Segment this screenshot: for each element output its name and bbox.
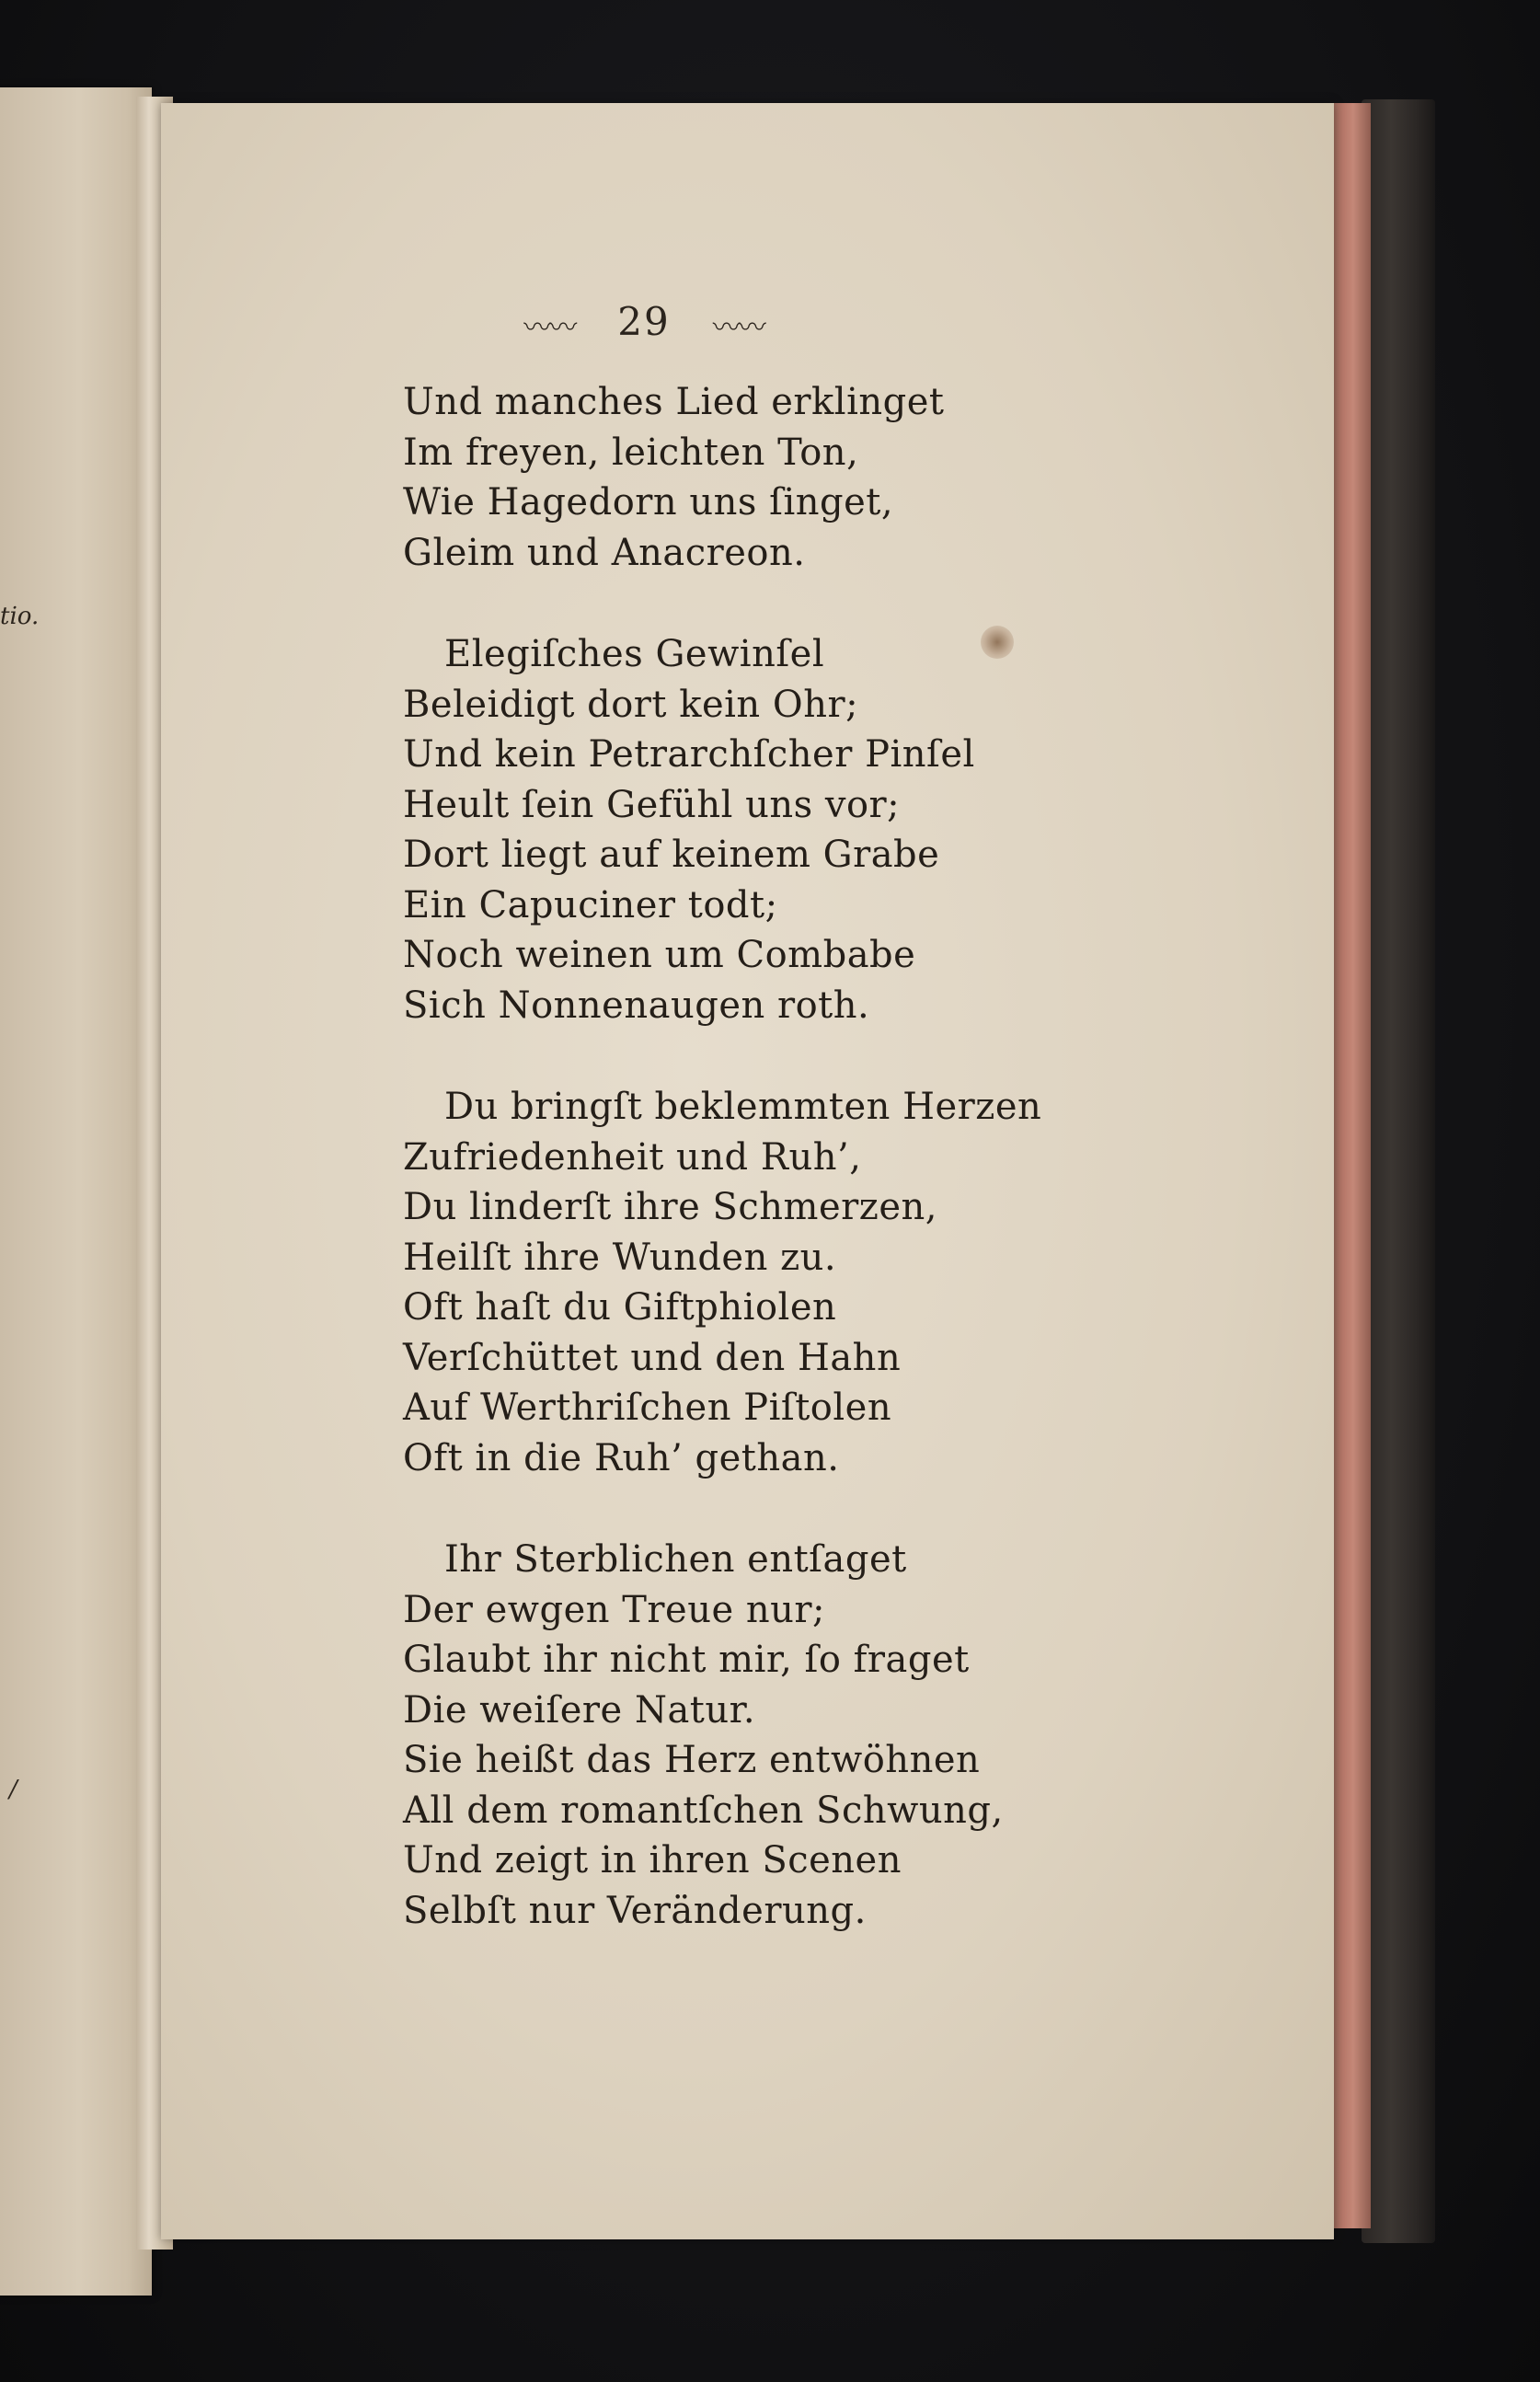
stanza-3 (403, 1082, 1323, 1483)
poem-line: Und manches Lied erklinget (403, 381, 945, 423)
poem-line: Und zeigt in ihren Scenen (403, 1839, 902, 1881)
poem-line: All dem romantſchen Schwung, (403, 1789, 1004, 1832)
poem-line: Zufriedenheit und Ruh’, (403, 1135, 862, 1179)
poem-line: Der ewgen Treue nur; (403, 1588, 825, 1631)
page-number: 29 (617, 299, 671, 344)
poem-line: Du bringſt beklemmten Herzen (444, 1086, 1042, 1128)
poem-body (403, 377, 1323, 1987)
poem-line: Heilſt ihre Wunden zu. (403, 1236, 837, 1279)
poem-line: Sie heißt das Herz entwöhnen (403, 1739, 981, 1781)
poem-line: Oft haſt du Giftphiolen (403, 1286, 837, 1329)
ornament-left: 〰〰 (523, 312, 576, 344)
stanza-2 (403, 629, 1323, 1030)
poem-line: Sich Nonnenaugen roth. (403, 984, 870, 1027)
poem-line: Ein Capuciner todt; (403, 883, 778, 926)
poem-line: Und kein Petrarchſcher Pinſel (403, 733, 975, 776)
left-page (0, 87, 152, 2296)
poem-line: Beleidigt dort kein Ohr; (403, 683, 859, 726)
poem-line: Gleim und Anacreon. (403, 531, 806, 574)
poem-line: Dort liegt auf keinem Grabe (403, 834, 940, 876)
poem-line: Selbſt nur Veränderung. (403, 1889, 867, 1932)
poem-line: Du linderſt ihre Schmerzen, (403, 1186, 937, 1228)
poem-line: Im freyen, leichten Ton, (403, 431, 859, 474)
poem-line: Heult ſein Gefühl uns vor; (403, 783, 901, 826)
stanza-1 (403, 377, 1323, 578)
poem-line: Ihr Sterblichen entſaget (444, 1538, 907, 1581)
poem-line: Wie Hagedorn uns ſinget, (403, 481, 894, 524)
left-page-fragment: tio. (0, 603, 40, 630)
poem-line: Verſchüttet und den Hahn (403, 1336, 902, 1379)
poem-line: Die weiſere Natur. (403, 1688, 756, 1732)
ornament-right: 〰〰 (712, 312, 764, 344)
book-cover (1362, 99, 1435, 2243)
poem-line: Auf Werthriſchen Piſtolen (403, 1387, 892, 1429)
poem-line: Oft in die Ruh’ gethan. (403, 1436, 840, 1479)
poem-line: Elegiſches Gewinſel (444, 633, 825, 675)
page-fore-edge (1332, 103, 1371, 2228)
stanza-4 (403, 1535, 1323, 1936)
left-page-fragment: / (9, 1776, 17, 1803)
page-header (515, 299, 773, 345)
poem-line: Noch weinen um Combabe (403, 934, 916, 976)
poem-line: Glaubt ihr nicht mir, ſo fraget (403, 1639, 970, 1681)
